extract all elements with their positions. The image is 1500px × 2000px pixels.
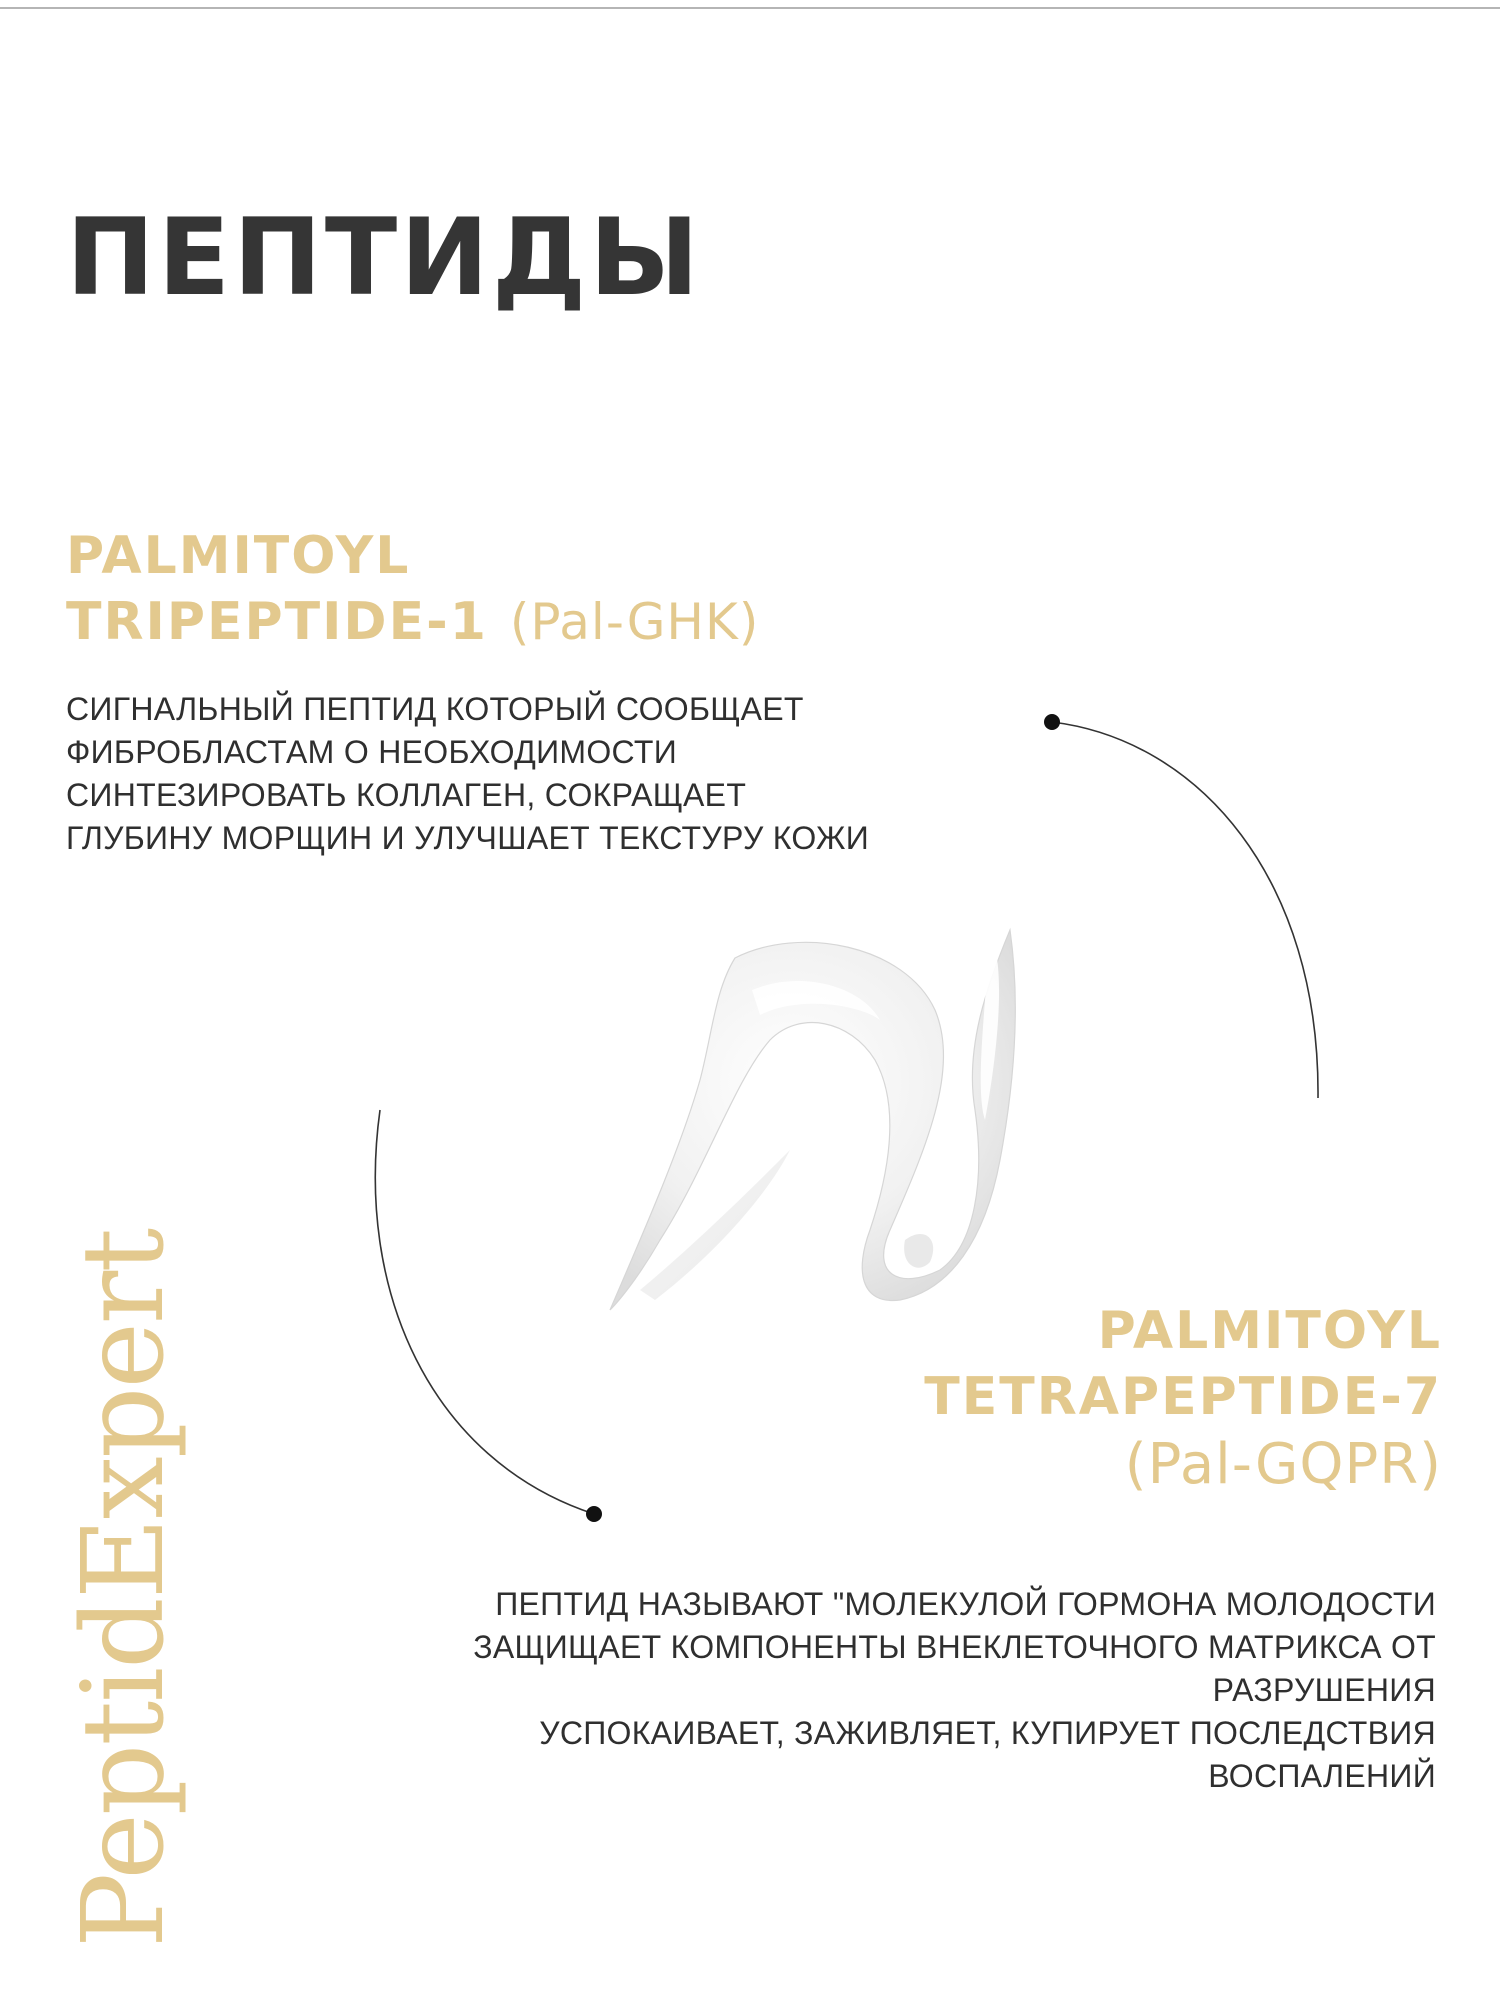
peptide-2-name-line-1: PALMITOYL xyxy=(1097,1301,1442,1361)
peptide-2-description-line: РАЗРУШЕНИЯ xyxy=(1212,1672,1436,1708)
connector-arc-top xyxy=(1052,722,1318,1098)
peptide-2-description-line: ЗАЩИЩАЕТ КОМПОНЕНТЫ ВНЕКЛЕТОЧНОГО МАТРИКСА ОТ xyxy=(473,1629,1436,1665)
peptide-2-abbreviation: (Pal-GQPR) xyxy=(1124,1432,1442,1497)
connector-dot-bottom xyxy=(586,1506,602,1522)
peptide-1-name-line-2: TRIPEPTIDE-1 xyxy=(66,592,488,652)
peptide-2-description-line: ВОСПАЛЕНИЙ xyxy=(1208,1758,1436,1794)
peptide-2-name-line-2: TETRAPEPTIDE-7 xyxy=(924,1367,1442,1427)
connector-dot-top xyxy=(1044,714,1060,730)
peptide-2-description-line: УСПОКАИВАЕТ, ЗАЖИВЛЯЕТ, КУПИРУЕТ ПОСЛЕДСТВИЯ xyxy=(539,1715,1436,1751)
peptide-1-description-line: СИНТЕЗИРОВАТЬ КОЛЛАГЕН, СОКРАЩАЕТ xyxy=(66,777,747,813)
connector-arc-bottom xyxy=(375,1110,594,1514)
brand-logo: PeptidExpert xyxy=(59,1229,189,1948)
peptide-2-description xyxy=(473,1583,1436,1798)
peptide-1-description-line: ФИБРОБЛАСТАМ О НЕОБХОДИМОСТИ xyxy=(66,734,678,770)
peptide-1-name-line-1: PALMITOYL xyxy=(66,526,411,586)
peptide-2-name xyxy=(924,1298,1442,1500)
peptide-2-description-line: ПЕПТИД НАЗЫВАЮТ "МОЛЕКУЛОЙ ГОРМОНА МОЛОДОСТИ xyxy=(495,1586,1436,1622)
page-title: ПЕПТИДЫ xyxy=(66,196,703,319)
peptide-1-abbreviation: (Pal-GHK) xyxy=(509,593,760,651)
peptide-1-description-line: ГЛУБИНУ МОРЩИН И УЛУЧШАЕТ ТЕКСТУРУ КОЖИ xyxy=(66,820,870,856)
cream-smear-image xyxy=(610,930,1015,1310)
peptide-1-description-line: СИГНАЛЬНЫЙ ПЕПТИД КОТОРЫЙ СООБЩАЕТ xyxy=(66,691,804,727)
